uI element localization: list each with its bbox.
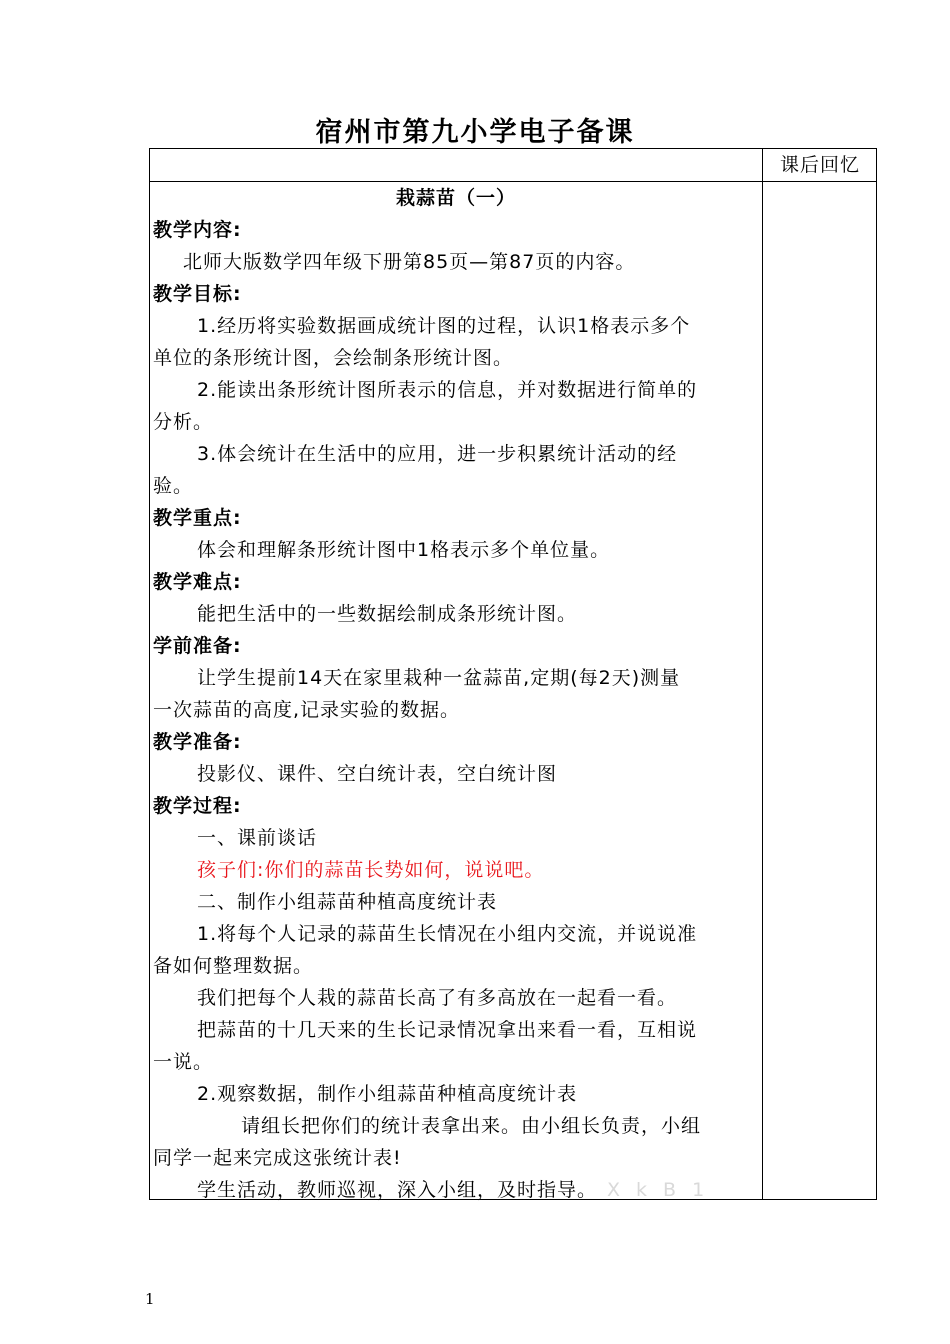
line-text: 我们把每个人栽的蒜苗长高了有多高放在一起看一看。: [197, 987, 678, 1009]
content-line: [153, 854, 803, 886]
section-heading: [153, 790, 759, 822]
line-text: 能把生活中的一些数据绘制成条形统计图。: [197, 603, 578, 625]
section-heading: [153, 726, 759, 758]
content-line: [153, 1142, 759, 1174]
line-text: 请组长把你们的统计表拿出来。由小组长负责，小组: [241, 1115, 702, 1137]
line-text: 学前准备:: [153, 635, 242, 657]
line-text: 教学重点:: [153, 507, 242, 529]
content-line: [153, 374, 803, 406]
content-line: [153, 438, 803, 470]
lesson-title: 栽蒜苗（一）: [395, 187, 516, 209]
content-line: [153, 406, 759, 438]
content-line: [153, 918, 803, 950]
content-line: [153, 1014, 803, 1046]
line-text: 投影仪、课件、空白统计表，空白统计图: [197, 763, 558, 785]
content-line: [153, 822, 803, 854]
content-line: [153, 534, 803, 566]
content-line: [153, 758, 803, 790]
line-text: 教学目标:: [153, 283, 242, 305]
line-text: 同学一起来完成这张统计表!: [153, 1147, 402, 1169]
line-text: 体会和理解条形统计图中1格表示多个单位量。: [197, 539, 611, 561]
content-line: [153, 982, 803, 1014]
line-text: 2.能读出条形统计图所表示的信息，并对数据进行简单的: [197, 379, 698, 401]
content-line: [153, 1078, 803, 1110]
section-heading: [153, 566, 759, 598]
content-line: [153, 598, 803, 630]
line-text: 北师大版数学四年级下册第85页—第87页的内容。: [183, 251, 636, 273]
line-text: 把蒜苗的十几天来的生长记录情况拿出来看一看，互相说: [197, 1019, 698, 1041]
line-text: 一说。: [153, 1051, 214, 1073]
line-text: 教学难点:: [153, 571, 242, 593]
line-text: 3.体会统计在生活中的应用，进一步积累统计活动的经: [197, 443, 678, 465]
content-line: [153, 1110, 847, 1142]
line-text: 备如何整理数据。: [153, 955, 314, 977]
page-number: 1: [145, 1290, 155, 1308]
section-heading: [153, 502, 759, 534]
section-heading: [153, 214, 759, 246]
section-heading: [153, 630, 759, 662]
line-text: 1.将每个人记录的蒜苗生长情况在小组内交流，并说说准: [197, 923, 698, 945]
line-text: 1.经历将实验数据画成统计图的过程，认识1格表示多个: [197, 315, 691, 337]
content-line: [153, 886, 803, 918]
line-text: 2.观察数据，制作小组蒜苗种植高度统计表: [197, 1083, 578, 1105]
lesson-table: [149, 148, 877, 1200]
watermark-text: XkB1: [607, 1179, 721, 1201]
content-line: [153, 310, 803, 342]
line-text: 教学内容:: [153, 219, 242, 241]
line-text: 验。: [153, 475, 194, 497]
content-line: [153, 1174, 803, 1206]
line-text: 教学过程:: [153, 795, 242, 817]
section-heading: [153, 278, 759, 310]
content-line: [153, 694, 759, 726]
review-column-header: 课后回忆: [779, 154, 860, 176]
line-text: 单位的条形统计图，会绘制条形统计图。: [153, 347, 514, 369]
line-text: 一、课前谈话: [197, 827, 318, 849]
line-text: 孩子们:你们的蒜苗长势如何，说说吧。: [197, 859, 545, 881]
line-text: 让学生提前14天在家里栽种一盆蒜苗,定期(每2天)测量: [197, 667, 681, 689]
content-line: [153, 470, 759, 502]
content-line: [153, 342, 759, 374]
line-text: 分析。: [153, 411, 214, 433]
content-line: [153, 1046, 759, 1078]
content-line: [153, 950, 759, 982]
line-text: 二、制作小组蒜苗种植高度统计表: [197, 891, 498, 913]
line-text: 一次蒜苗的高度,记录实验的数据。: [153, 699, 461, 721]
line-text: 教学准备:: [153, 731, 242, 753]
line-text: 学生活动，教师巡视，深入小组，及时指导。: [197, 1179, 598, 1201]
document-title: 宿州市第九小学电子备课: [315, 117, 635, 148]
content-line: [153, 246, 789, 278]
content-line: [153, 662, 803, 694]
